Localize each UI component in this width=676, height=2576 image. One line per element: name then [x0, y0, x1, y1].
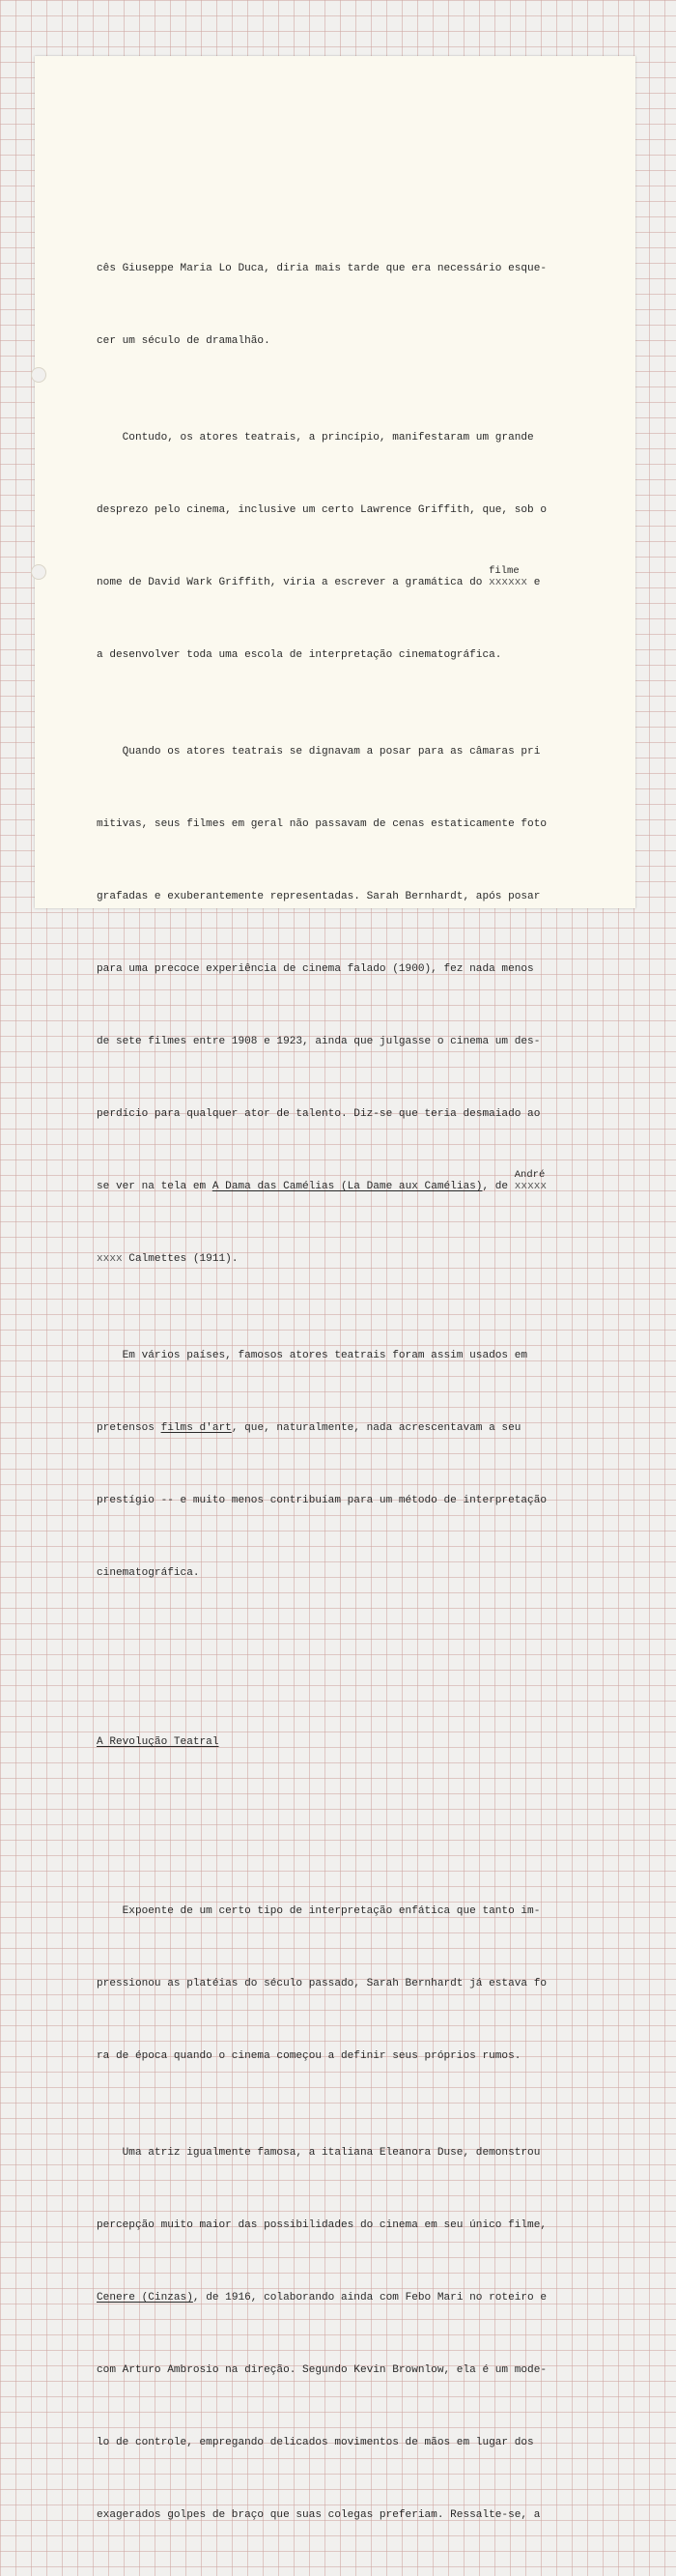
film-title: A Dama das Camélias (La Dame aux Camélias): [211, 1181, 483, 1192]
inserted-word: André: [514, 1169, 546, 1181]
text-line: cer um século de dramalhão.: [97, 335, 270, 347]
text-line: grafadas e exuberantemente representadas. Sarah Bernhardt, após posar: [97, 891, 541, 902]
handwritten-correction: [514, 1169, 548, 1192]
text-line: pretensos films d'art, que, naturalmente, nada acrescentavam a seu: [97, 1422, 521, 1434]
text-line: Contudo, os atores teatrais, a princípio, manifestaram um grande: [97, 432, 534, 444]
text-line: perdício para qualquer ator de talento. Diz-se que teria desmaiado ao: [97, 1108, 541, 1120]
text-line: exagerados golpes de braço que suas colegas preferiam. Ressalte-se, a: [97, 2509, 541, 2521]
film-title: Cenere (Cinzas): [97, 2292, 193, 2304]
paper-sheet: [35, 56, 635, 2521]
text-line: mitivas, seus filmes em geral não passavam de cenas estaticamente foto: [97, 818, 548, 830]
text-line: ra de época quando o cinema começou a definir seus próprios rumos.: [97, 2050, 521, 2062]
text-line: com Arturo Ambrosio na direção. Segundo Kevin Brownlow, ela é um mode-: [97, 2364, 548, 2376]
text-line: Em vários países, famosos atores teatrais foram assim usados em: [97, 1350, 528, 1361]
inserted-word: filme: [489, 565, 520, 577]
text-line: percepção muito maior das possibilidades do cinema em seu único filme,: [97, 2219, 548, 2231]
punch-hole-icon: [31, 367, 46, 383]
text-line: se ver na tela em A Dama das Camélias (La Dame aux Camélias), de André xxxxx: [97, 1169, 548, 1192]
text-line: Cenere (Cinzas), de 1916, colaborando ainda com Febo Mari no roteiro e: [97, 2292, 548, 2304]
typed-text: [97, 209, 589, 2576]
struck-word: xxxx: [97, 1253, 123, 1265]
blank-line: [97, 1803, 589, 1827]
text-line: Expoente de um certo tipo de interpretação enfática que tanto im-: [97, 1905, 541, 1917]
section-heading: A Revolução Teatral: [97, 1736, 219, 1748]
text-line: nome de David Wark Griffith, viria a escrever a gramática do filme xxxxxx e: [97, 565, 541, 588]
text-line: prestígio -- e muito menos contribuíam para um método de interpretação: [97, 1495, 548, 1506]
text-line: Quando os atores teatrais se dignavam a posar para as câmaras pri: [97, 746, 541, 758]
text-line: de sete filmes entre 1908 e 1923, ainda que julgasse o cinema um des-: [97, 1036, 541, 1047]
text-line: cês Giuseppe Maria Lo Duca, diria mais tarde que era necessário esque-: [97, 263, 548, 274]
text-line: cinematográfica.: [97, 1567, 200, 1579]
film-title: films d'art: [160, 1422, 232, 1434]
text-line: a desenvolver toda uma escola de interpretação cinematográfica.: [97, 649, 502, 661]
text-line: para uma precoce experiência de cinema falado (1900), fez nada menos: [97, 963, 534, 975]
text-line: xxxx Calmettes (1911).: [97, 1253, 239, 1265]
text-line: desprezo pelo cinema, inclusive um certo Lawrence Griffith, que, sob o: [97, 504, 548, 516]
text-line: Uma atriz igualmente famosa, a italiana Eleanora Duse, demonstrou: [97, 2147, 541, 2159]
struck-word: xxxxx: [514, 1181, 548, 1192]
punch-hole-icon: [31, 564, 46, 580]
struck-word: xxxxxx: [489, 577, 528, 588]
text-line: pressionou as platéias do século passado, Sarah Bernhardt já estava fo: [97, 1978, 548, 1989]
blank-line: [97, 1658, 589, 1682]
handwritten-correction: [489, 565, 528, 588]
text-line: lo de controle, empregando delicados movimentos de mãos em lugar dos: [97, 2437, 534, 2448]
